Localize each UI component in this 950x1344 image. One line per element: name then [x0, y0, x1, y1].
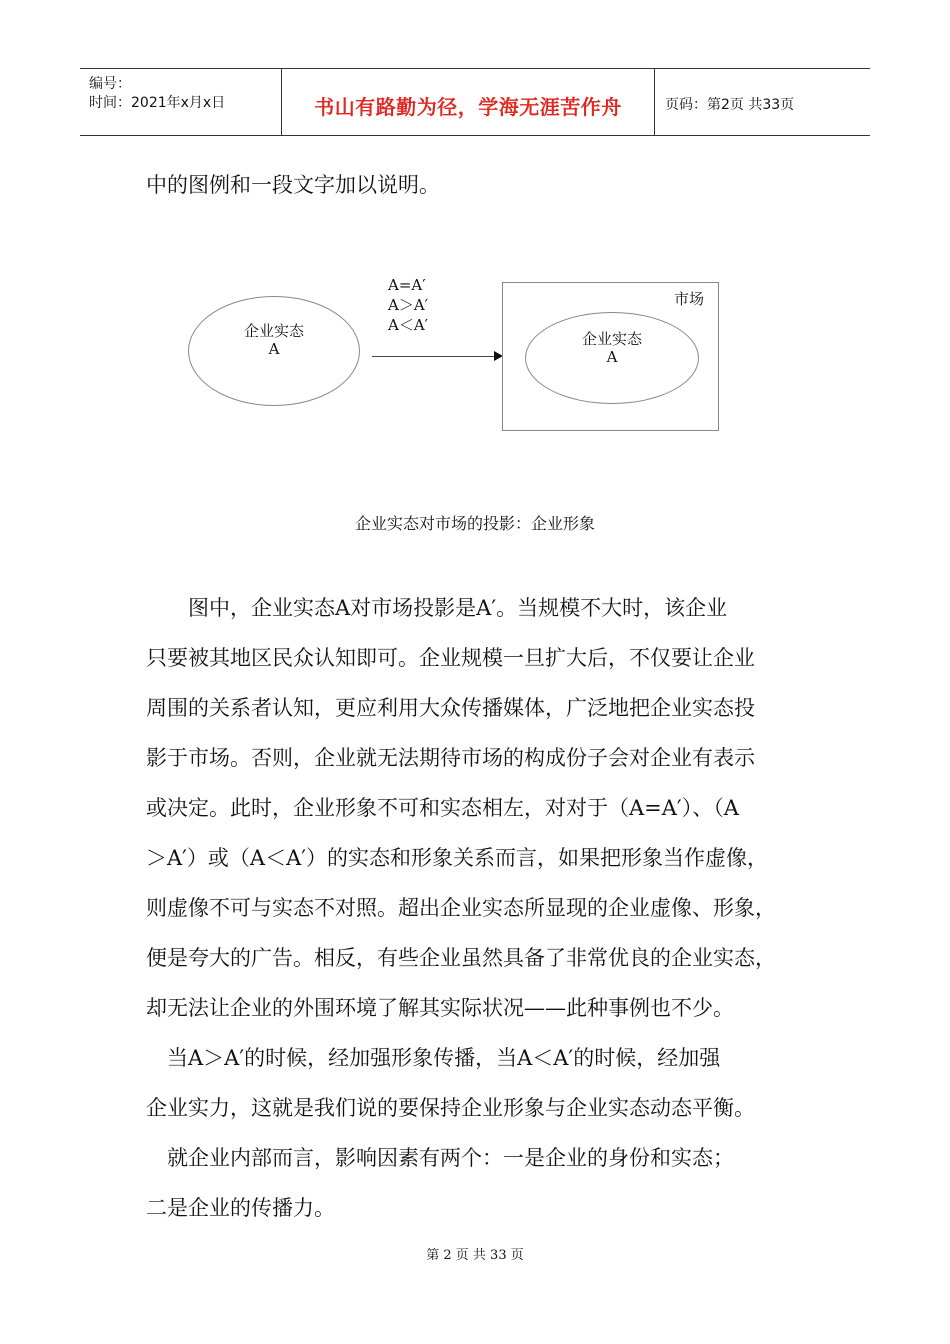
paragraph-line: 便是夸大的广告。相反，有些企业虽然具备了非常优良的企业实态， — [146, 946, 776, 970]
market-entity-label — [525, 330, 699, 366]
paragraph-line: 企业实力，这就是我们说的要保持企业形象与企业实态动态平衡。 — [146, 1096, 755, 1120]
page-footer: 第 2 页 共 33 页 — [426, 1248, 524, 1263]
paragraph-line: 当A＞A′的时候，经加强形象传播，当A＜A′的时候，经加强 — [146, 1046, 721, 1070]
paragraph-line: 却无法让企业的外围环境了解其实际状况——此种事例也不少。 — [146, 996, 734, 1020]
diagram-caption: 企业实态对市场的投影：企业形象 — [354, 514, 595, 533]
market-label: 市场 — [674, 290, 705, 308]
page-header — [80, 68, 870, 136]
header-page-cell — [655, 69, 870, 135]
market-entity-title: 企业实态 — [581, 330, 642, 348]
date-label: 时间：2021年x月x日 — [89, 95, 226, 111]
enterprise-entity-title: 企业实态 — [243, 322, 304, 340]
projection-arrow-line — [372, 356, 496, 357]
motto: 书山有路勤为径，学海无涯苦作舟 — [314, 95, 622, 119]
paragraph-line: 或决定。此时，企业形象不可和实态相左，对对于（A=A′）、（A — [146, 796, 739, 820]
header-motto-cell — [282, 69, 655, 135]
relation-less: A＜A′ — [388, 316, 429, 334]
enterprise-entity-label — [188, 322, 360, 358]
paragraph-line: 就企业内部而言，影响因素有两个：一是企业的身份和实态； — [146, 1146, 734, 1170]
paragraph-line: 只要被其地区民众认知即可。企业规模一旦扩大后，不仅要让企业 — [146, 646, 755, 670]
paragraph-line: 图中，企业实态A对市场投影是A′。当规模不大时，该企业 — [146, 596, 728, 620]
header-meta-cell — [80, 69, 282, 135]
page-info: 页码：第2页 共33页 — [665, 97, 795, 113]
enterprise-entity-symbol: A — [268, 340, 280, 358]
paragraph-line: 周围的关系者认知，更应利用大众传播媒体，广泛地把企业实态投 — [146, 696, 755, 720]
paragraph-line: 影于市场。否则，企业就无法期待市场的构成份子会对企业有表示 — [146, 746, 755, 770]
paragraph-line: ＞A′）或（A＜A′）的实态和形象关系而言，如果把形象当作虚像， — [146, 846, 769, 870]
paragraph-line: 则虚像不可与实态不对照。超出企业实态所显现的企业虚像、形象， — [146, 896, 776, 920]
body-text-top: 中的图例和一段文字加以说明。 — [146, 173, 440, 197]
market-entity-symbol: A — [606, 348, 618, 366]
paragraph-line: 二是企业的传播力。 — [146, 1196, 335, 1220]
number-label: 编号： — [89, 76, 131, 92]
relation-greater: A＞A′ — [388, 296, 429, 314]
relation-equal: A=A′ — [388, 276, 426, 294]
projection-diagram — [0, 270, 950, 460]
